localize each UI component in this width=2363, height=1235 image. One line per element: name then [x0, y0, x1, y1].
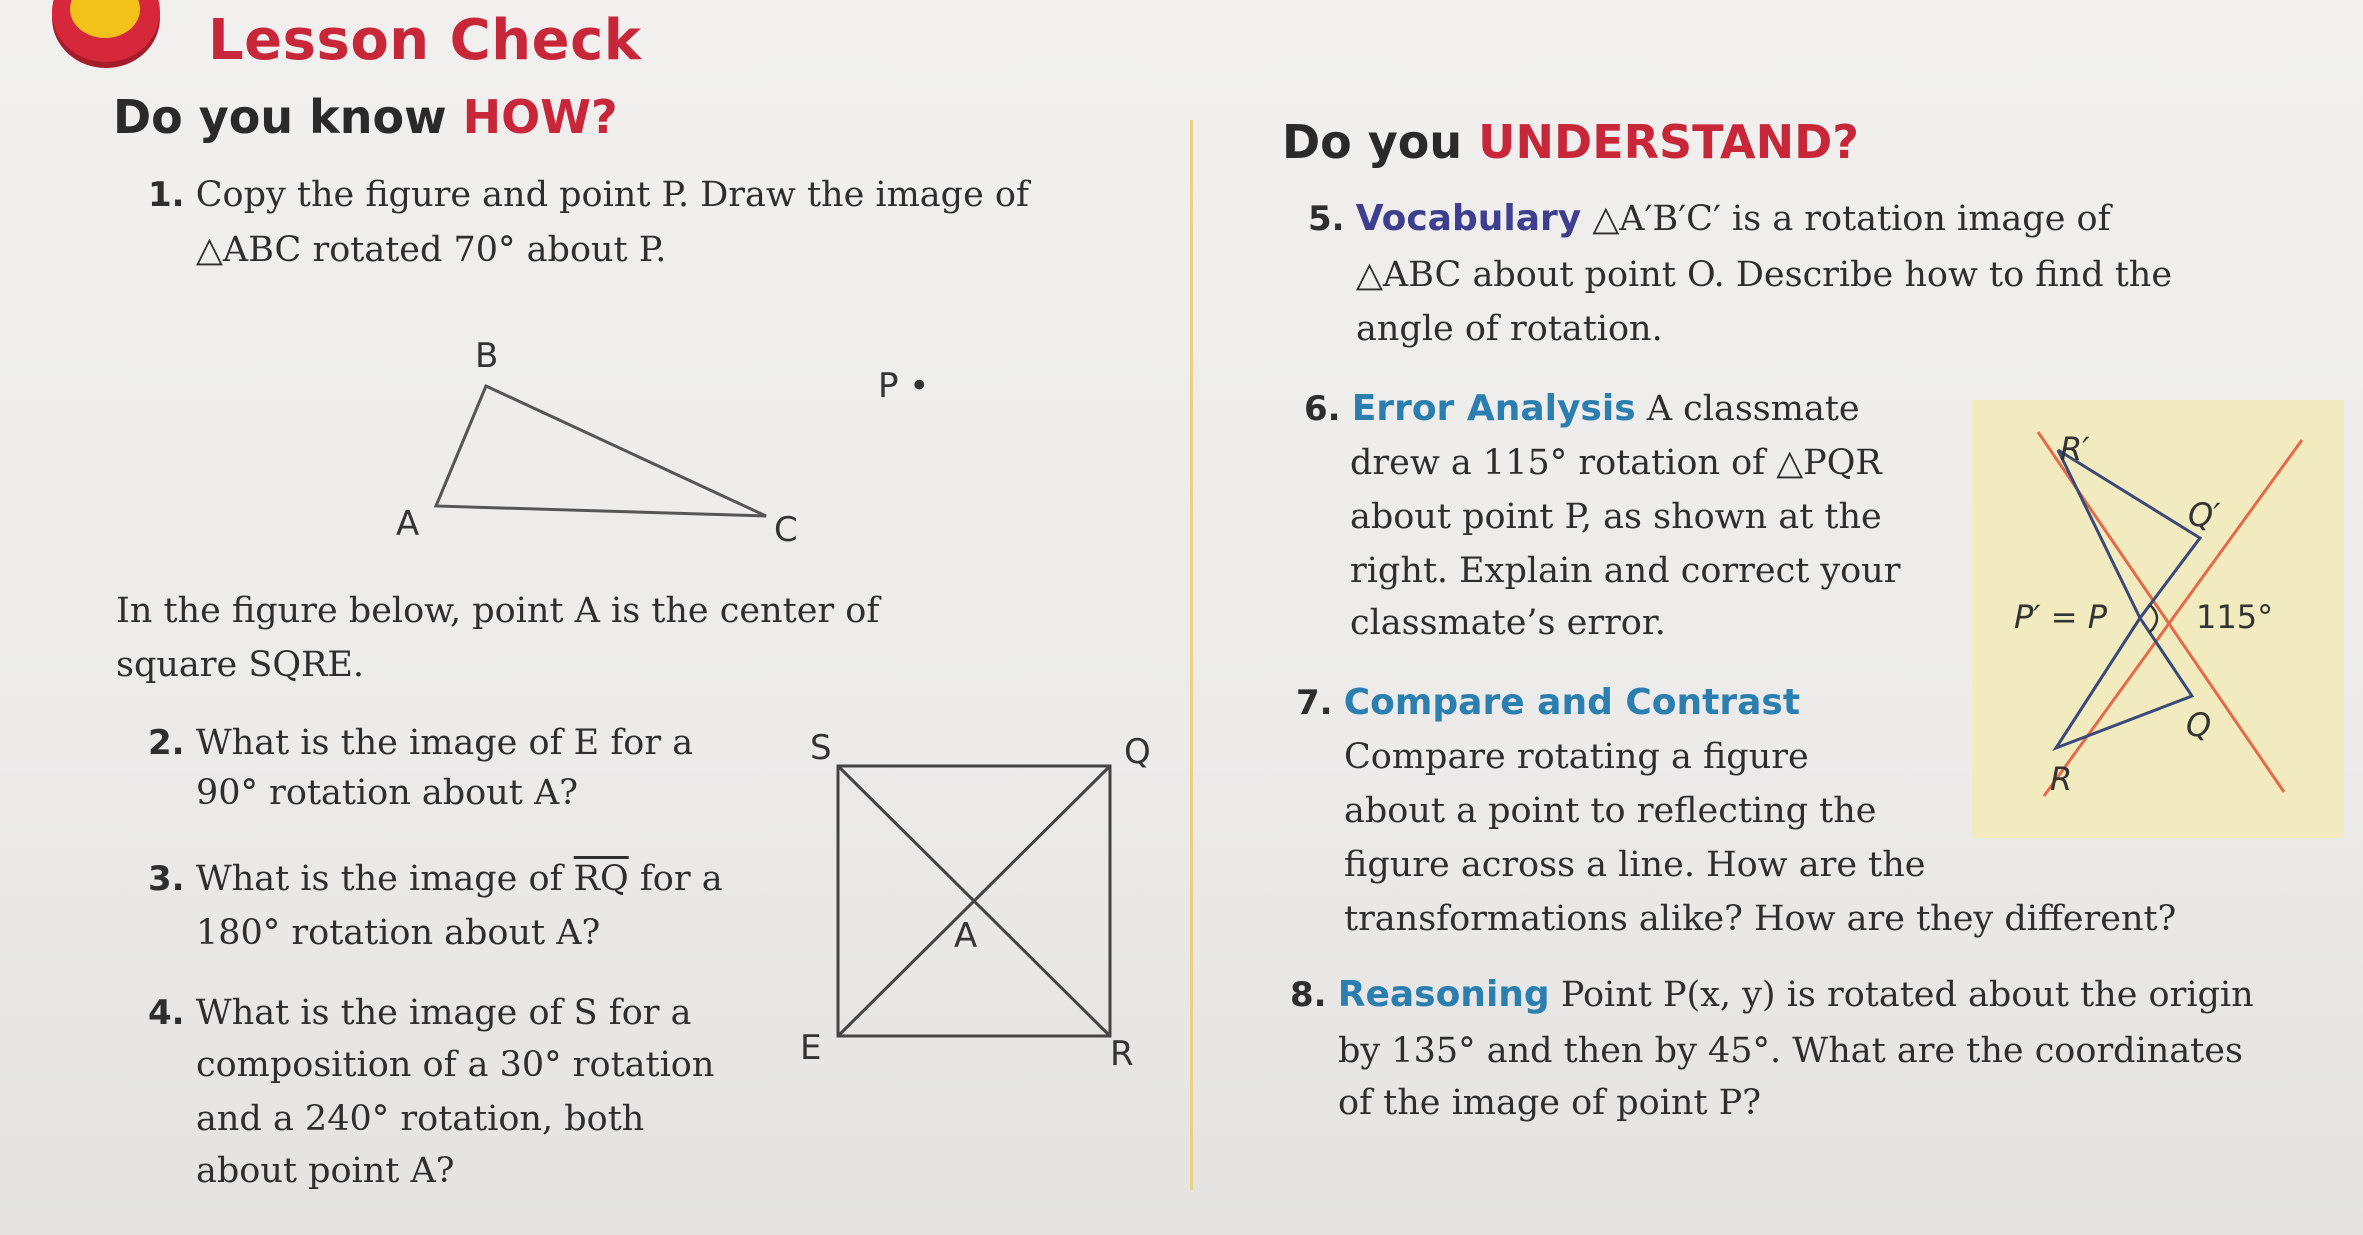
- understand-heading: Do you UNDERSTAND?: [1282, 115, 1859, 169]
- question-5-line2: △ABC about point O. Describe how to find the: [1356, 255, 2173, 295]
- question-1: 1. Copy the figure and point P. Draw the image of: [148, 175, 1029, 215]
- question-5: 5. Vocabulary △A′B′C′ is a rotation image of: [1308, 198, 2111, 239]
- segment-rq: $\overline{RQ}$: [573, 859, 629, 899]
- label-r-prime: R′: [2060, 430, 2090, 468]
- label-b: B: [475, 336, 499, 376]
- square-sqre-figure: [820, 750, 1140, 1050]
- question-8-line2: by 135° and then by 45°. What are the coordinates: [1338, 1031, 2243, 1071]
- triangle-abc: [436, 386, 766, 516]
- triangle-pqr-prime: [2058, 450, 2200, 618]
- angle-arc: [2150, 605, 2157, 632]
- question-3-line2: 180° rotation about A?: [196, 913, 601, 953]
- column-divider: [1190, 120, 1193, 1190]
- question-7-line4: transformations alike? How are they different?: [1344, 899, 2177, 939]
- label-r: R: [1110, 1034, 1134, 1074]
- question-6-line3: about point P, as shown at the: [1350, 497, 1882, 537]
- question-6: 6. Error Analysis A classmate: [1304, 388, 1860, 429]
- question-7-line1: Compare rotating a figure: [1344, 737, 1809, 777]
- square-intro-line1: In the figure below, point A is the center of: [116, 591, 880, 631]
- question-4-line2: composition of a 30° rotation: [196, 1045, 715, 1085]
- question-2: 2. What is the image of E for a: [148, 723, 694, 763]
- label-s: S: [810, 728, 832, 768]
- question-7: 7. Compare and Contrast: [1296, 682, 1801, 723]
- label-c: C: [774, 510, 798, 550]
- label-p-prime-equals-p: P′ = P: [2014, 598, 2108, 636]
- page-title: Lesson Check: [208, 8, 642, 73]
- question-6-line4: right. Explain and correct your: [1350, 551, 1901, 591]
- question-8: 8. Reasoning Point P(x, y) is rotated about the origin: [1290, 974, 2254, 1015]
- question-5-line3: angle of rotation.: [1356, 309, 1663, 349]
- question-6-line5: classmate’s error.: [1350, 603, 1666, 643]
- question-6-line2: drew a 115° rotation of △PQR: [1350, 443, 1882, 483]
- label-q-figure: Q: [2186, 706, 2212, 744]
- label-e: E: [800, 1028, 822, 1068]
- label-center-a: A: [954, 916, 978, 956]
- question-4-line3: and a 240° rotation, both: [196, 1099, 645, 1139]
- question-1-line2: △ABC rotated 70° about P.: [196, 230, 667, 270]
- question-8-line3: of the image of point P?: [1338, 1083, 1761, 1123]
- label-p: P •: [878, 366, 930, 406]
- label-angle-115: 115°: [2196, 598, 2274, 636]
- label-q-prime: Q′: [2188, 496, 2221, 534]
- triangle-abc-figure: [380, 330, 940, 560]
- question-7-line3: figure across a line. How are the: [1344, 845, 1926, 885]
- question-3: 3. What is the image of $\overline{RQ}$ for a: [148, 859, 723, 899]
- square-intro-line2: square SQRE.: [116, 645, 365, 685]
- question-2-line2: 90° rotation about A?: [196, 773, 579, 813]
- label-q: Q: [1124, 732, 1151, 772]
- label-a: A: [396, 504, 420, 544]
- question-4: 4. What is the image of S for a: [148, 993, 692, 1033]
- question-4-line4: about point A?: [196, 1151, 455, 1191]
- question-7-line2: about a point to reflecting the: [1344, 791, 1877, 831]
- triangle-pqr: [2056, 618, 2192, 748]
- label-r-figure: R: [2050, 760, 2073, 798]
- how-heading: Do you know HOW?: [113, 90, 618, 144]
